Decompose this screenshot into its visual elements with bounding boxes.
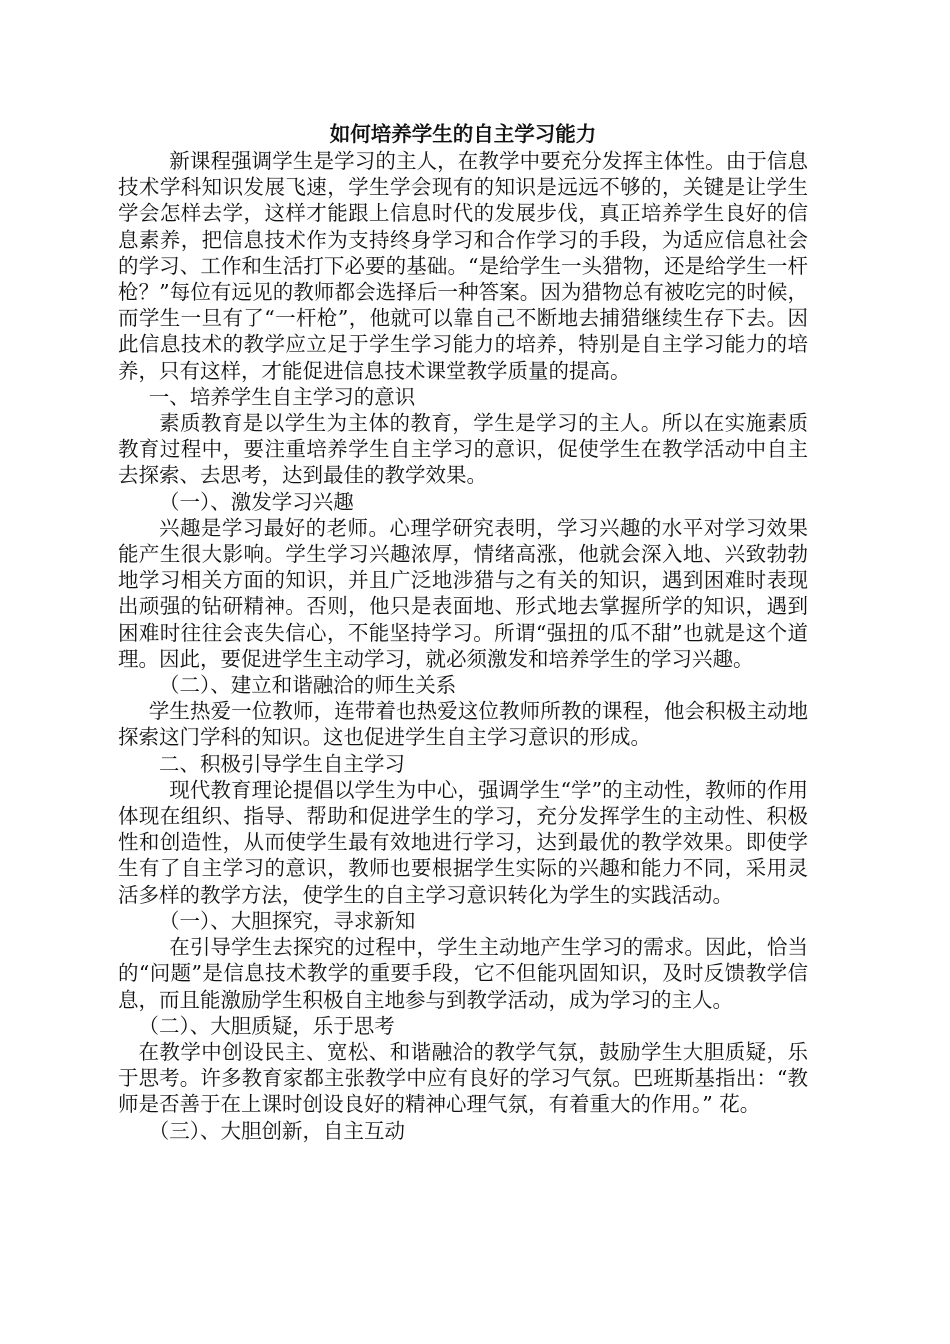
subsection-2-1-paragraph: 在引导学生去探究的过程中，学生主动地产生学习的需求。因此，恰当的“问题”是信息技术教学的重要手段，它不但能巩固知识，及时反馈教学信息，而且能激励学生积极自主地参与到教学活动，成为学习的主人。 (118, 935, 808, 1012)
section-1-paragraph: 素质教育是以学生为主体的教育，学生是学习的主人。所以在实施素质教育过程中，要注重培养学生自主学习的意识，促使学生在教学活动中自主去探索、去思考，达到最佳的教学效果。 (118, 411, 808, 488)
section-heading-2: 二、积极引导学生自主学习 (159, 751, 405, 776)
subsection-heading-1-2: （二）、建立和谐融洽的师生关系 (159, 673, 457, 698)
document-page (118, 120, 808, 1144)
section-heading-1: 一、培养学生自主学习的意识 (148, 384, 416, 409)
intro-paragraph: 新课程强调学生是学习的主人，在教学中要充分发挥主体性。由于信息技术学科知识发展飞速，学生学会现有的知识是远远不够的，关键是让学生学会怎样去学，这样才能跟上信息时代的发展步伐，真正培养学生良好的信息素养，把信息技术作为支持终身学习和合作学习的手段，为适应信息社会的学习、工作和生活打下必要的基础。“是给学生一头猎物，还是给学生一杆枪？”每位有远见的教师都会选择后一种答案。因为猎物总有被吃完的时候，而学生一旦有了“一杆枪”，他就可以靠自己不断地去捕猎继续生存下去。因此信息技术的教学应立足于学生学习能力的培养，特别是自主学习能力的培养，只有这样，才能促进信息技术课堂教学质量的提高。 (118, 149, 808, 383)
subsection-heading-2-1: （一）、大胆探究，寻求新知 (159, 908, 416, 933)
subsection-1-1-paragraph: 兴趣是学习最好的老师。心理学研究表明，学习兴趣的水平对学习效果能产生很大影响。学生学习兴趣浓厚，情绪高涨，他就会深入地、兴致勃勃地学习相关方面的知识，并且广泛地涉猎与之有关的知识，遇到困难时表现出顽强的钻研精神。否则，他只是表面地、形式地去掌握所学的知识，遇到困难时往往会丧失信心，不能坚持学习。所谓“强扭的瓜不甜”也就是这个道理。因此，要促进学生主动学习，就必须激发和培养学生的学习兴趣。 (118, 515, 808, 671)
subsection-2-2-paragraph: 在教学中创设民主、宽松、和谐融洽的教学气氛，鼓励学生大胆质疑，乐于思考。许多教育家都主张教学中应有良好的学习气氛。巴班斯基指出：“教师是否善于在上课时创设良好的精神心理气氛，有着重大的作用。” 花。 (118, 1039, 808, 1117)
subsection-1-2-paragraph: 学生热爱一位教师，连带着也热爱这位教师所教的课程，他会积极主动地探索这门学科的知识。这也促进学生自主学习意识的形成。 (118, 699, 808, 750)
subsection-heading-1-1: （一）、激发学习兴趣 (159, 489, 354, 514)
subsection-heading-2-2: （二）、大胆质疑，乐于思考 (138, 1013, 395, 1038)
document-title: 如何培养学生的自主学习能力 (329, 122, 597, 146)
subsection-heading-2-3: （三）、大胆创新，自主互动 (148, 1118, 405, 1143)
section-2-paragraph: 现代教育理论提倡以学生为中心，强调学生“学”的主动性，教师的作用体现在组织、指导、帮助和促进学生的学习，充分发挥学生的主动性、积极性和创造性，从而使学生最有效地进行学习，达到最优的教学效果。即使学生有了自主学习的意识，教师也要根据学生实际的兴趣和能力不同，采用灵活多样的教学方法，使学生的自主学习意识转化为学生的实践活动。 (118, 777, 808, 907)
